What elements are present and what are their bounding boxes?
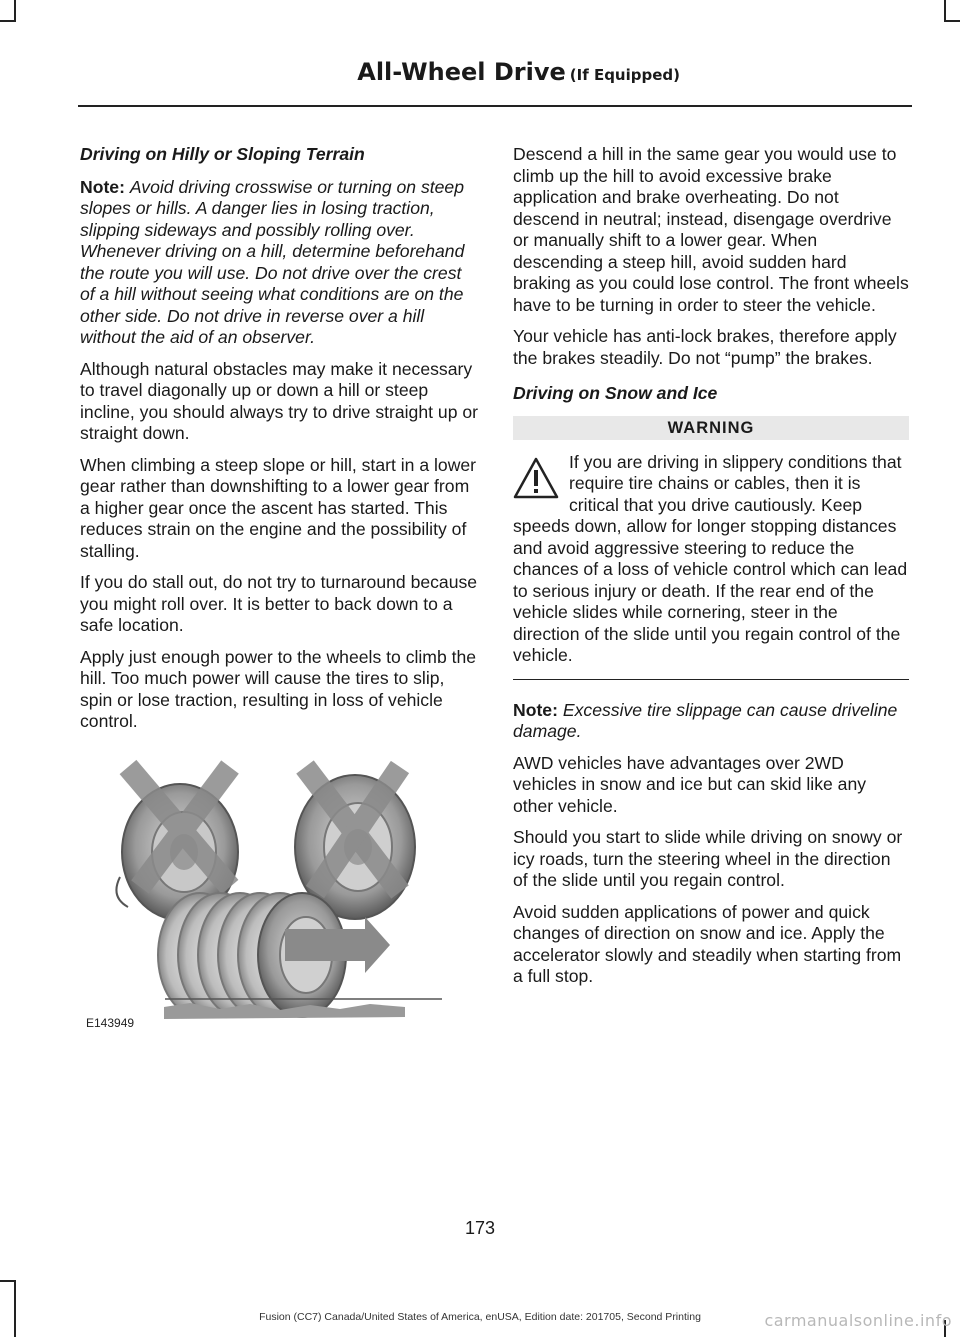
snow-note bbox=[513, 700, 909, 743]
hilly-terrain-heading: Driving on Hilly or Sloping Terrain bbox=[80, 144, 365, 164]
snow-ice-heading: Driving on Snow and Ice bbox=[513, 383, 718, 403]
note-text: Excessive tire slippage can cause driveline damage. bbox=[513, 699, 898, 741]
page-header bbox=[357, 58, 680, 86]
paragraph: AWD vehicles have advantages over 2WD vehicles in snow and ice but can skid like any other vehicle. bbox=[513, 752, 867, 816]
warning-block bbox=[513, 452, 909, 667]
paragraph: When climbing a steep slope or hill, start in a lower gear rather than downshifting to a lower gear from a higher gear once the ascent has started. This reduces strain on the engine and the possibility of stalling. bbox=[80, 454, 477, 561]
paragraph: Avoid sudden applications of power and quick changes of direction on snow and ice. Apply the accelerator slowly and steadily when starting from a full stop. bbox=[513, 901, 902, 986]
crop-mark bbox=[14, 0, 16, 22]
warning-triangle-icon bbox=[513, 456, 559, 500]
right-column bbox=[513, 144, 909, 998]
paragraph: Your vehicle has anti-lock brakes, therefore apply the brakes steadily. Do not “pump” the brakes. bbox=[513, 326, 897, 368]
page-number: 173 bbox=[464, 1218, 496, 1238]
hilly-note bbox=[80, 177, 478, 349]
watermark: carmanualsonline.info bbox=[764, 1311, 952, 1330]
paragraph: Apply just enough power to the wheels to climb the hill. Too much power will cause the tires to slip, spin or lose traction, resulting in loss of vehicle control. bbox=[80, 646, 477, 731]
illustration-code: E143949 bbox=[86, 1016, 135, 1030]
paragraph: If you do stall out, do not try to turnaround because you might roll over. It is better to back down to a safe location. bbox=[80, 572, 478, 635]
note-label: Note: bbox=[513, 699, 558, 720]
paragraph: Should you start to slide while driving on snowy or icy roads, turn the steering wheel in the direction of the slide until you regain control. bbox=[513, 827, 903, 890]
footer-edition: Fusion (CC7) Canada/United States of America, enUSA, Edition date: 201705, Second Printing bbox=[259, 1311, 701, 1323]
crop-mark bbox=[944, 0, 946, 22]
crop-mark bbox=[14, 1280, 16, 1337]
crop-mark bbox=[0, 1280, 16, 1282]
header-subtitle: (If Equipped) bbox=[569, 66, 680, 84]
left-column bbox=[80, 144, 478, 743]
header-title: All-Wheel Drive bbox=[357, 58, 566, 86]
header-rule bbox=[78, 105, 912, 107]
crop-mark bbox=[944, 20, 960, 22]
warning-banner: WARNING bbox=[513, 416, 909, 440]
crop-mark bbox=[0, 20, 16, 22]
paragraph: Although natural obstacles may make it necessary to travel diagonally up or down a hill or steep incline, you should always try to drive straight up or straight down. bbox=[80, 358, 479, 443]
warning-text: If you are driving in slippery conditions that require tire chains or cables, then it is critical that you drive cautiously. Keep speeds down, allow for longer stopping distances and avoid aggressive steering to reduce the chances of a loss of vehicle control which can lead to serious injury or death. If the rear end of the vehicle slides while cornering, steer in the direction of the slide until you regain control of the vehicle. bbox=[513, 451, 908, 665]
warning-end-rule bbox=[513, 679, 909, 680]
note-text: Avoid driving crosswise or turning on steep slopes or hills. A danger lies in losing traction, slipping sideways and possibly rolling over. Whenever driving on a hill, determine beforehand the route you will use. Do not drive over the crest of a hill without seeing what conditions are on the other side. Do not drive in reverse over a hill without the aid of an observer. bbox=[80, 176, 465, 347]
paragraph: Descend a hill in the same gear you would use to climb up the hill to avoid excessive brake application and brake overheating. Do not descend in neutral; instead, disengage overdrive or manually shift to a lower gear. When descending a steep hill, avoid sudden hard braking as you could lose control. The front wheels have to be turning in order to steer the vehicle. bbox=[513, 144, 909, 315]
note-label: Note: bbox=[80, 176, 125, 197]
tire-slope-illustration bbox=[80, 757, 450, 1037]
